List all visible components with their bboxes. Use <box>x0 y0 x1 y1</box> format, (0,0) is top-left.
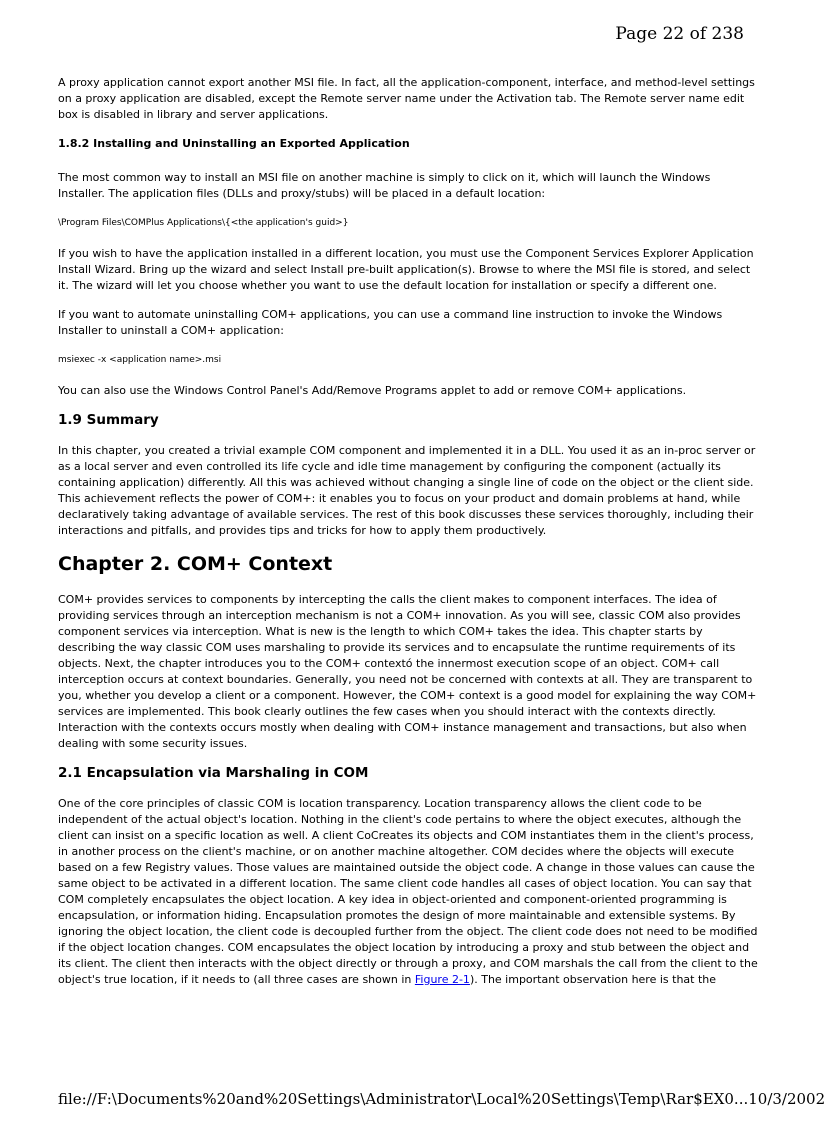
paragraph-different-location: If you wish to have the application installed in a different location, you must use the Component Services Explorer Application Install Wizard. Bring up the wizard and select Install pre-built application(s). Browse to where the MSI file is stored, and select it. The wizard will let you choose whether you want to use the default location for installation or specify a different one. <box>58 247 754 292</box>
paragraph-proxy-application: A proxy application cannot export another MSI file. In fact, all the application-component, interface, and method-level settings on a proxy application are disabled, except the Remote server name under the Activation tab. The Remote server name edit box is disabled in library and server applications. <box>58 76 755 121</box>
chapter-title: Chapter 2. COM+ Context <box>58 553 333 575</box>
paragraph-encapsulation-tail: ). The important observation here is that the <box>469 973 717 986</box>
heading-1-9-summary: 1.9 Summary <box>58 412 159 428</box>
footer-date: 10/3/2002 <box>748 1090 825 1108</box>
figure-2-1-link[interactable]: Figure 2-1 <box>414 973 470 986</box>
paragraph-summary: In this chapter, you created a trivial example COM component and implemented it in a DLL. You used it as an in-proc server or as a local server and even controlled its life cycle and idle time management by configuring the component (actually its containing application) differently. All this was achieved without changing a single line of code on the object or the client side. This achievement reflects the power of COM+: it enables you to focus on your product and domain problems at hand, while declaratively taking advantage of available services. The rest of this book discusses these services thoroughly, including their interactions and pitfalls, and provides tips and tricks for how to apply them productively. <box>58 444 756 537</box>
code-default-location: \Program Files\COMPlus Applications\{<the application's guid>} <box>58 218 349 228</box>
code-msiexec: msiexec -x <application name>.msi <box>58 355 222 365</box>
paragraph-encapsulation <box>58 796 758 988</box>
paragraph-encapsulation-text: One of the core principles of classic COM is location transparency. Location transparency allows the client code to be independent of the actual object's location. Nothing in the client's code pertains to where the object executes, although the client can insist on a specific location as well. A client CoCreates its objects and COM instantiates them in the client's process, in another process on the client's machine, or on another machine altogether. COM decides where the objects will execute based on a few Registry values. Those values are maintained outside the object code. A change in those values can cause the same object to be activated in a different location. The same client code handles all cases of object location. You can say that COM completely encapsulates the object location. A key idea in object-oriented and component-oriented programming is encapsulation, or information hiding. Encapsulation promotes the design of more maintainable and extensible systems. By ignoring the object location, the client code is decoupled further from the object. The client code does not need to be modified if the object location changes. COM encapsulates the object location by introducing a proxy and stub between the object and its client. The client then interacts with the object directly or through a proxy, and COM marshals the call from the client to the object's true location, if it needs to (all three cases are shown in <box>58 797 758 986</box>
document-body <box>58 75 758 1001</box>
heading-2-1: 2.1 Encapsulation via Marshaling in COM <box>58 765 369 781</box>
page-footer <box>58 1090 825 1108</box>
paragraph-chapter-intro: COM+ provides services to components by intercepting the calls the client makes to component interfaces. The idea of providing services through an interception mechanism is not a COM+ innovation. As you will see, classic COM also provides component services via interception. What is new is the length to which COM+ takes the idea. This chapter starts by describing the way classic COM uses marshaling to provide its services and to encapsulate the runtime requirements of its objects. Next, the chapter introduces you to the COM+ contextó the innermost execution scope of an object. COM+ call interception occurs at context boundaries. Generally, you need not be concerned with contexts at all. They are transparent to you, whether you develop a client or a component. However, the COM+ context is a good model for explaining the way COM+ services are implemented. This book clearly outlines the few cases when you should interact with the contexts directly. Interaction with the contexts occurs mostly when dealing with COM+ instance management and transactions, but also when dealing with some security issues. <box>58 593 757 750</box>
paragraph-automate-uninstall: If you want to automate uninstalling COM+ applications, you can use a command line instruction to invoke the Windows Installer to uninstall a COM+ application: <box>58 308 723 337</box>
page-number: Page 22 of 238 <box>615 24 744 44</box>
paragraph-install-msi: The most common way to install an MSI file on another machine is simply to click on it, which will launch the Windows Installer. The application files (DLLs and proxy/stubs) will be placed in a default location: <box>58 171 711 200</box>
footer-file-path: file://F:\Documents%20and%20Settings\Administrator\Local%20Settings\Temp\Rar$EX0... <box>58 1090 749 1108</box>
heading-1-8-2: 1.8.2 Installing and Uninstalling an Exported Application <box>58 137 410 150</box>
paragraph-control-panel: You can also use the Windows Control Panel's Add/Remove Programs applet to add or remove COM+ applications. <box>58 384 687 397</box>
